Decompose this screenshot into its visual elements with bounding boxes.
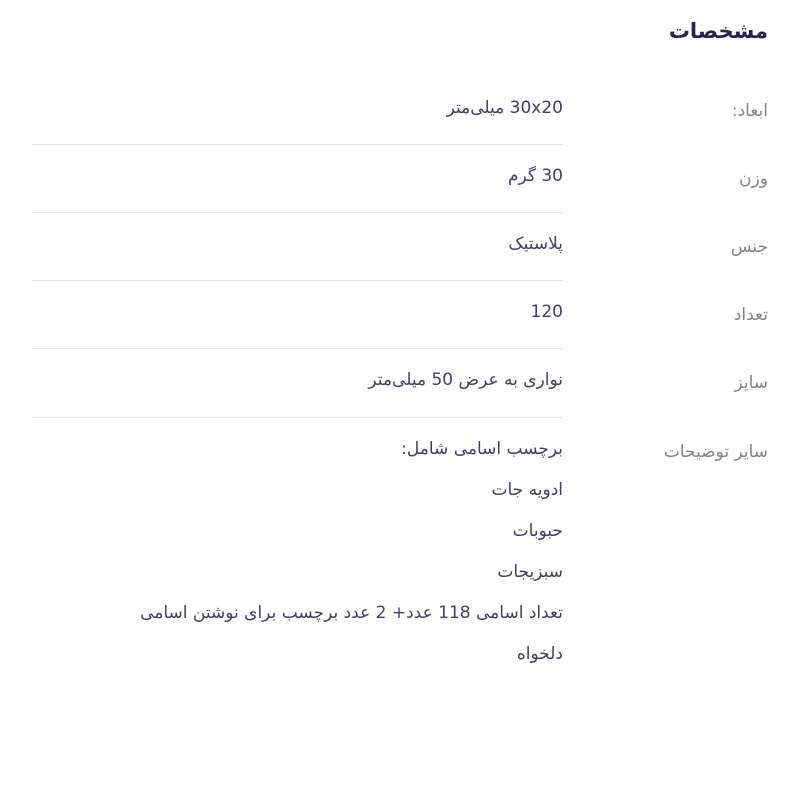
description-line: دلخواه	[516, 644, 563, 664]
spec-row-material	[32, 213, 768, 281]
description-text	[32, 418, 563, 675]
spec-row-weight	[32, 145, 768, 213]
spec-label: سایر توضیحات	[663, 442, 768, 462]
spec-value: پلاستیک	[32, 213, 563, 281]
spec-value: 30 گرم	[32, 145, 563, 213]
description-line: سبزیجات	[497, 562, 563, 582]
spec-row-size	[32, 349, 768, 418]
spec-label: وزن	[739, 169, 768, 189]
spec-value: نواری به عرض 50 میلی‌متر	[32, 349, 563, 418]
description-line: برچسب اسامی شامل:	[401, 439, 563, 459]
spec-value: 30x20 میلی‌متر	[32, 77, 563, 145]
description-line: تعداد اسامی 118 عدد+ 2 عدد برچسب برای نوشتن اسامی	[140, 603, 563, 623]
spec-row-other-description	[32, 418, 768, 675]
spec-label: جنس	[730, 237, 768, 257]
spec-row-count	[32, 281, 768, 349]
description-line: حبوبات	[512, 521, 563, 541]
spec-label: تعداد	[733, 305, 768, 325]
spec-label: سایز	[734, 373, 768, 393]
section-title: مشخصات	[668, 19, 768, 43]
description-line: ادویه جات	[491, 480, 563, 500]
spec-value: 120	[32, 281, 563, 349]
spec-label: ابعاد:	[731, 101, 768, 121]
spec-row-dimensions	[32, 77, 768, 145]
